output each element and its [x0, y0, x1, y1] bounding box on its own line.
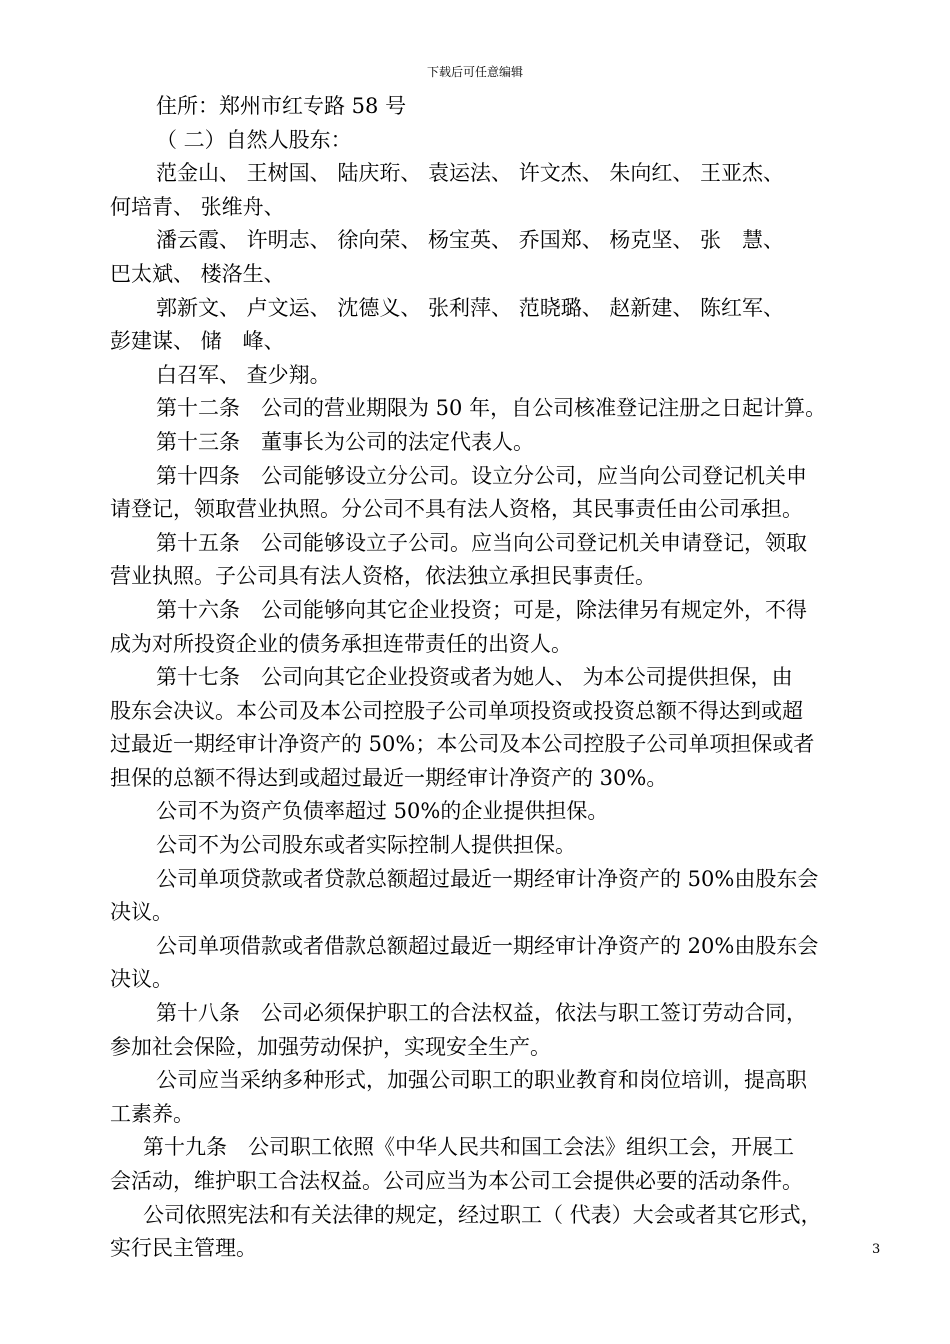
text-line: 成为对所投资企业的债务承担连带责任的出资人。	[110, 631, 572, 656]
text-line: 公司依照宪法和有关法律的规定，经过职工（ 代表）大会或者其它形式，	[143, 1202, 822, 1227]
text-line: 工素养。	[110, 1101, 194, 1126]
text-line: 范金山、 王树国、 陆庆珩、 袁运法、 许文杰、 朱向红、 王亚杰、	[156, 161, 785, 186]
text-line: 何培青、 张维舟、	[110, 194, 285, 219]
text-line: 第十八条 公司必须保护职工的合法权益，依法与职工签订劳动合同，	[156, 1001, 807, 1026]
text-line: 会活动，维护职工合法权益。公司应当为本公司工会提供必要的活动条件。	[110, 1169, 803, 1193]
text-line: 第十四条 公司能够设立分公司。设立分公司，应当向公司登记机关申	[156, 463, 807, 488]
text-line: （ 二）自然人股东：	[156, 127, 352, 152]
text-line: 潘云霞、 许明志、 徐向荣、 杨宝英、 乔国郑、 杨克坚、 张 慧、	[156, 228, 785, 253]
text-line: 第十三条 董事长为公司的法定代表人。	[156, 429, 534, 454]
text-line: 参加社会保险，加强劳动保护，实现安全生产。	[110, 1034, 551, 1059]
text-line: 第十六条 公司能够向其它企业投资；可是，除法律另有规定外，不得	[156, 597, 807, 622]
text-line: 请登记，领取营业执照。分公司不具有法人资格，其民事责任由公司承担。	[110, 497, 803, 522]
text-line: 股东会决议。本公司及本公司控股子公司单项投资或投资总额不得达到或超	[110, 698, 803, 723]
text-line: 营业执照。子公司具有法人资格，依法独立承担民事责任。	[110, 564, 656, 589]
text-line: 公司不为公司股东或者实际控制人提供担保。	[156, 833, 576, 858]
text-line: 郭新文、 卢文运、 沈德义、 张利萍、 范晓璐、 赵新建、 陈红军、	[156, 295, 785, 320]
text-line: 决议。	[110, 967, 173, 992]
text-line: 第十七条 公司向其它企业投资或者为她人、 为本公司提供担保，由	[156, 665, 793, 690]
text-line: 第十二条 公司的营业期限为 50 年，自公司核准登记注册之日起计算。	[156, 396, 827, 421]
text-line: 公司单项贷款或者贷款总额超过最近一期经审计净资产的 50%由股东会	[156, 866, 819, 891]
text-line: 巴太斌、 楼洛生、	[110, 261, 285, 286]
text-line: 第十五条 公司能够设立子公司。应当向公司登记机关申请登记，领取	[156, 530, 807, 555]
text-line: 公司不为资产负债率超过 50%的企业提供担保。	[156, 799, 609, 824]
text-line: 第十九条 公司职工依照《中华人民共和国工会法》组织工会，开展工	[143, 1135, 794, 1160]
text-line: 彭建谋、 储 峰、	[110, 329, 285, 354]
text-line: 公司应当采纳多种形式，加强公司职工的职业教育和岗位培训，提高职	[156, 1068, 807, 1093]
document-body	[110, 90, 882, 1266]
text-line: 住所：郑州市红专路 58 号	[156, 94, 407, 118]
page-number: 3	[872, 1242, 881, 1257]
text-line: 过最近一期经审计净资产的 50%；本公司及本公司控股子公司单项担保或者	[110, 732, 815, 757]
text-line: 担保的总额不得达到或超过最近一期经审计净资产的 30%。	[110, 765, 668, 790]
text-line: 实行民主管理。	[110, 1236, 257, 1261]
text-line: 公司单项借款或者借款总额超过最近一期经审计净资产的 20%由股东会	[156, 933, 819, 958]
page-header-note: 下载后可任意编辑	[426, 65, 523, 79]
text-line: 决议。	[110, 900, 173, 925]
text-line: 白召军、 查少翔。	[156, 362, 331, 387]
